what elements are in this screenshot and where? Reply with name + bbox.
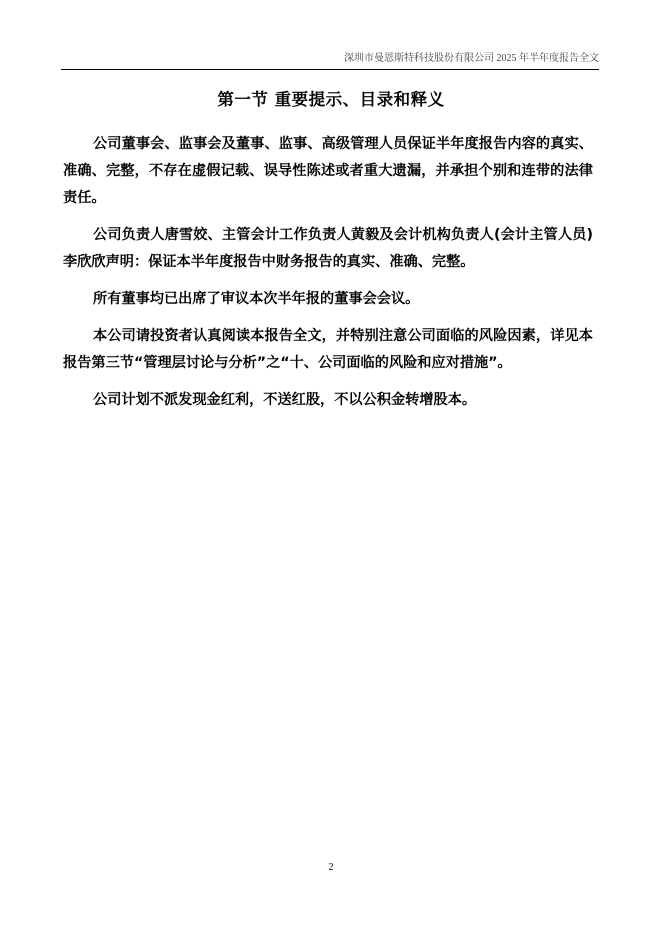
paragraph-risk-notice: 本公司请投资者认真阅读本报告全文，并特别注意公司面临的风险因素，详见本报告第三节“管理层讨论与分析”之“十、公司面临的风险和应对措施”。 [63,328,593,371]
paragraph-responsible-persons-statement: 公司负责人唐雪姣、主管会计工作负责人黄毅及会计机构负责人(会计主管人员)李欣欣声明：保证本半年度报告中财务报告的真实、准确、完整。 [63,227,593,270]
section-title: 第一节 重要提示、目录和释义 [217,90,445,109]
page-number: 2 [328,862,334,873]
paragraph-directors-attendance: 所有董事均已出席了审议本次半年报的董事会会议。 [93,291,420,307]
paragraph-dividend-plan: 公司计划不派发现金红利，不送红股，不以公积金转增股本。 [93,392,477,408]
paragraph-board-guarantee: 公司董事会、监事会及董事、监事、高级管理人员保证半年度报告内容的真实、准确、完整，不存在虚假记载、误导性陈述或者重大遗漏，并承担个别和连带的法律责任。 [63,136,593,206]
important-notice-body [63,131,593,424]
header-company-report-title: 深圳市曼恩斯特科技股份有限公司 2025 年半年度报告全文 [344,53,599,64]
page-header [61,47,599,70]
